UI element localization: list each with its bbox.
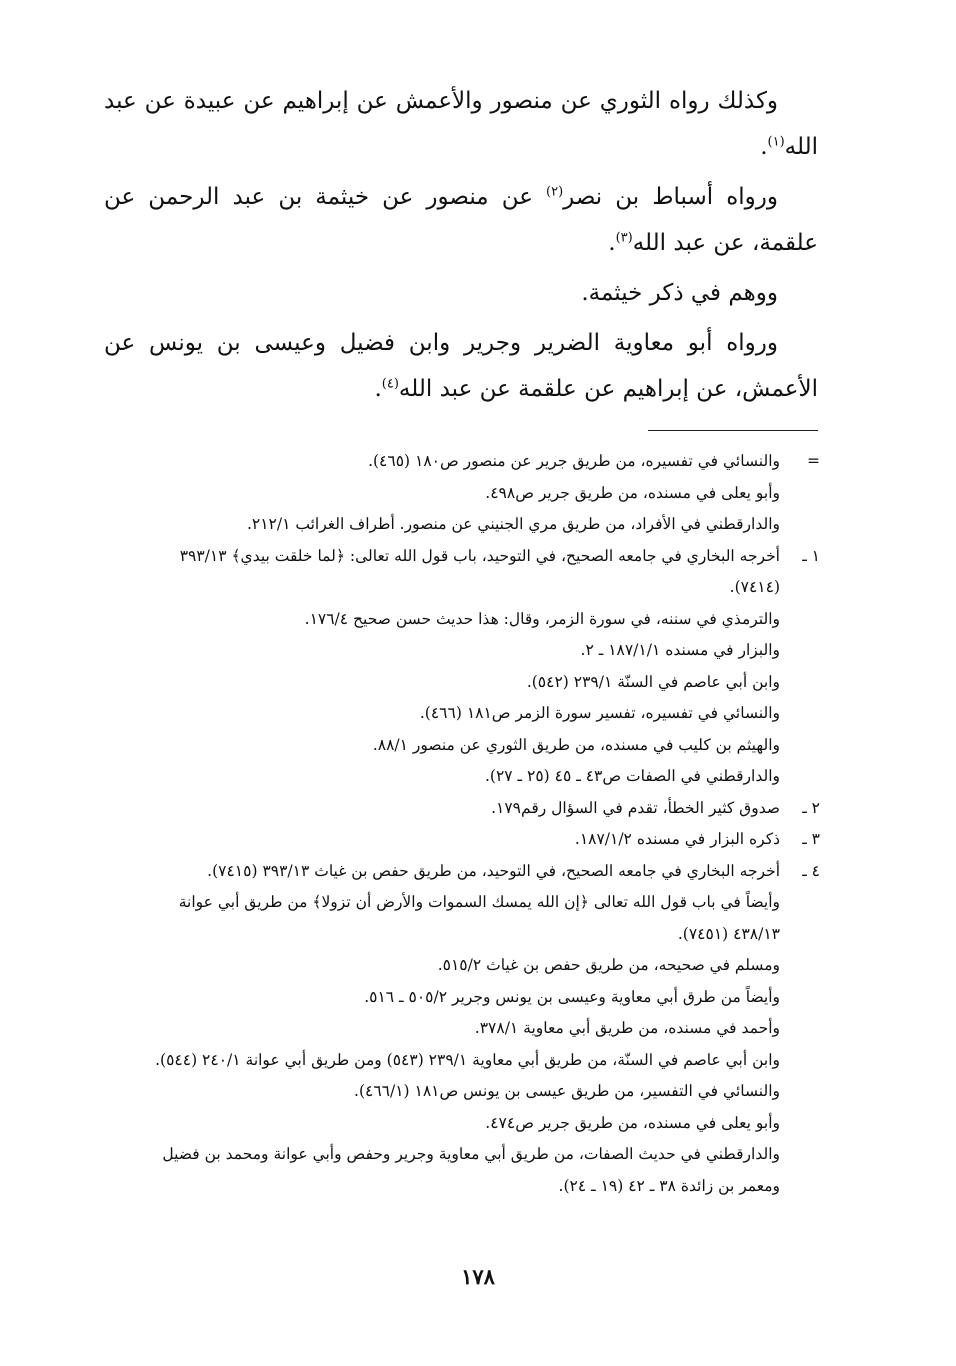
footnote-line: والبزار في مسنده ١٨٧/١/١ ـ ٢. — [580, 641, 780, 659]
footnote-line: والدارقطني في حديث الصفات، من طريق أبي معاوية وجرير وحفص وأبي عوانة ومحمد بن فضيل — [162, 1145, 780, 1163]
footnote-continued — [108, 446, 820, 541]
footnote-line: والنسائي في تفسيره، تفسير سورة الزمر ص١٨١ (٤٦٦). — [419, 704, 780, 722]
footnote-line: وابن أبي عاصم في السنّة، من طريق أبي معاوية ٢٣٩/١ (٥٤٣) ومن طريق أبي عوانة ٢٤٠/١ (٥٤٤). — [155, 1050, 780, 1069]
footnote-ref[interactable]: (٤) — [381, 376, 399, 392]
footnote-number: ٣ ـ — [802, 830, 820, 848]
footnote-line: والنسائي في التفسير، من طريق عيسى بن يونس ص١٨١ (٤٦٦/١). — [354, 1082, 780, 1100]
paragraph-4: ورواه أبو معاوية الضرير وجرير وابن فضيل وعيسى بن يونس عن الأعمش، عن إبراهيم عن علقمة عن عبد الله$^{(٤)}$. — [104, 330, 818, 402]
footnote-number: ٢ ـ — [802, 798, 820, 817]
footnote-ref[interactable]: (٣) — [615, 230, 633, 246]
footnote-line: ٤٣٨/١٣ (٧٤٥١). — [677, 924, 780, 943]
footnote-line: وأبو يعلى في مسنده، من طريق جرير ص٤٧٤. — [485, 1113, 780, 1132]
paragraph-text: ورواه أسباط بن نصر — [563, 184, 778, 210]
paragraph-1: وكذلك رواه الثوري عن منصور والأعمش عن إبراهيم عن عبيدة عن عبد الله$^{(١)}$. — [104, 88, 818, 160]
footnote-line: والترمذي في سننه، في سورة الزمر، وقال: هذا حديث حسن صحيح ١٧٦/٤. — [304, 609, 780, 628]
footnote-line: ومسلم في صحيحه، من طريق حفص بن غياث ٥١٥/٢. — [437, 956, 780, 974]
page-number: ١٧٨ — [461, 1264, 495, 1289]
footnote-ref[interactable]: (١) — [767, 134, 785, 150]
footnote-line: وأيضاً من طرق أبي معاوية وعيسى بن يونس وجرير ٥٠٥/٢ ـ ٥١٦. — [364, 987, 780, 1006]
paragraph-text: وكذلك رواه الثوري عن منصور والأعمش عن إبراهيم عن عبيدة عن عبد الله — [104, 88, 818, 160]
footnote-number: ٤ ـ — [802, 861, 820, 880]
footnote-line: أخرجه البخاري في جامعه الصحيح، في التوحيد، باب قول الله تعالى: ﴿لما خلقت بيدي﴾ ٣٩٣/١٣ — [179, 546, 780, 565]
paragraph-3 — [104, 270, 818, 316]
footnote-2 — [108, 793, 820, 825]
footnote-number: ١ ـ — [802, 546, 820, 565]
footnote-separator — [648, 430, 818, 431]
footnote-1 — [108, 541, 820, 793]
footnote-line: وأحمد في مسنده، من طريق أبي معاوية ٣٧٨/١. — [474, 1019, 780, 1037]
footnote-4 — [108, 856, 820, 1203]
footnote-line: (٧٤١٤). — [729, 578, 780, 596]
footnote-line: والهيثم بن كليب في مسنده، من طريق الثوري عن منصور ٨٨/١. — [372, 735, 780, 754]
footnote-line: ومعمر بن زائدة ٣٨ ـ ٤٢ (١٩ ـ ٢٤). — [558, 1176, 780, 1195]
paragraph-text: ورواه أبو معاوية الضرير وجرير وابن فضيل وعيسى بن يونس عن الأعمش، عن إبراهيم عن علقمة عن عبد الله — [104, 330, 818, 402]
paragraph-2: ورواه أسباط بن نصر$^{(٢)}$ عن منصور عن خيثمة بن عبد الرحمن عن علقمة، عن عبد الله$^{(٣)}$. — [104, 184, 818, 256]
footnote-line: والدارقطني في الأفراد، من طريق مري الجنيني عن منصور. أطراف الغرائب ٢١٢/١. — [246, 515, 780, 533]
footnote-line: صدوق كثير الخطأ، تقدم في السؤال رقم١٧٩. — [491, 798, 780, 817]
footnote-line: وابن أبي عاصم في السنّة ٢٣٩/١ (٥٤٢). — [526, 672, 780, 691]
footnote-line: والدارقطني في الصفات ص٤٣ ـ ٤٥ (٢٥ ـ ٢٧). — [484, 767, 780, 785]
paragraph-text: ووهم في ذكر خيثمة. — [581, 280, 778, 306]
footnotes — [108, 446, 820, 1202]
footnote-line: ذكره البزار في مسنده ١٨٧/١/٢. — [574, 830, 780, 848]
footnote-3 — [108, 824, 820, 856]
footnote-line: وأبو يعلى في مسنده، من طريق جرير ص٤٩٨. — [485, 483, 780, 502]
footnote-ref[interactable]: (٢) — [546, 184, 564, 200]
footnote-line: والنسائي في تفسيره، من طريق جرير عن منصور ص١٨٠ (٤٦٥). — [368, 452, 780, 470]
footnote-line: أخرجه البخاري في جامعه الصحيح، في التوحيد، من طريق حفص بن غياث ٣٩٣/١٣ (٧٤١٥). — [207, 861, 780, 880]
footnote-number: = — [807, 452, 820, 470]
main-text — [104, 78, 818, 416]
footnote-line: وأيضاً في باب قول الله تعالى ﴿إن الله يمسك السموات والأرض أن تزولا﴾ من طريق أبي عوانة — [178, 893, 780, 911]
